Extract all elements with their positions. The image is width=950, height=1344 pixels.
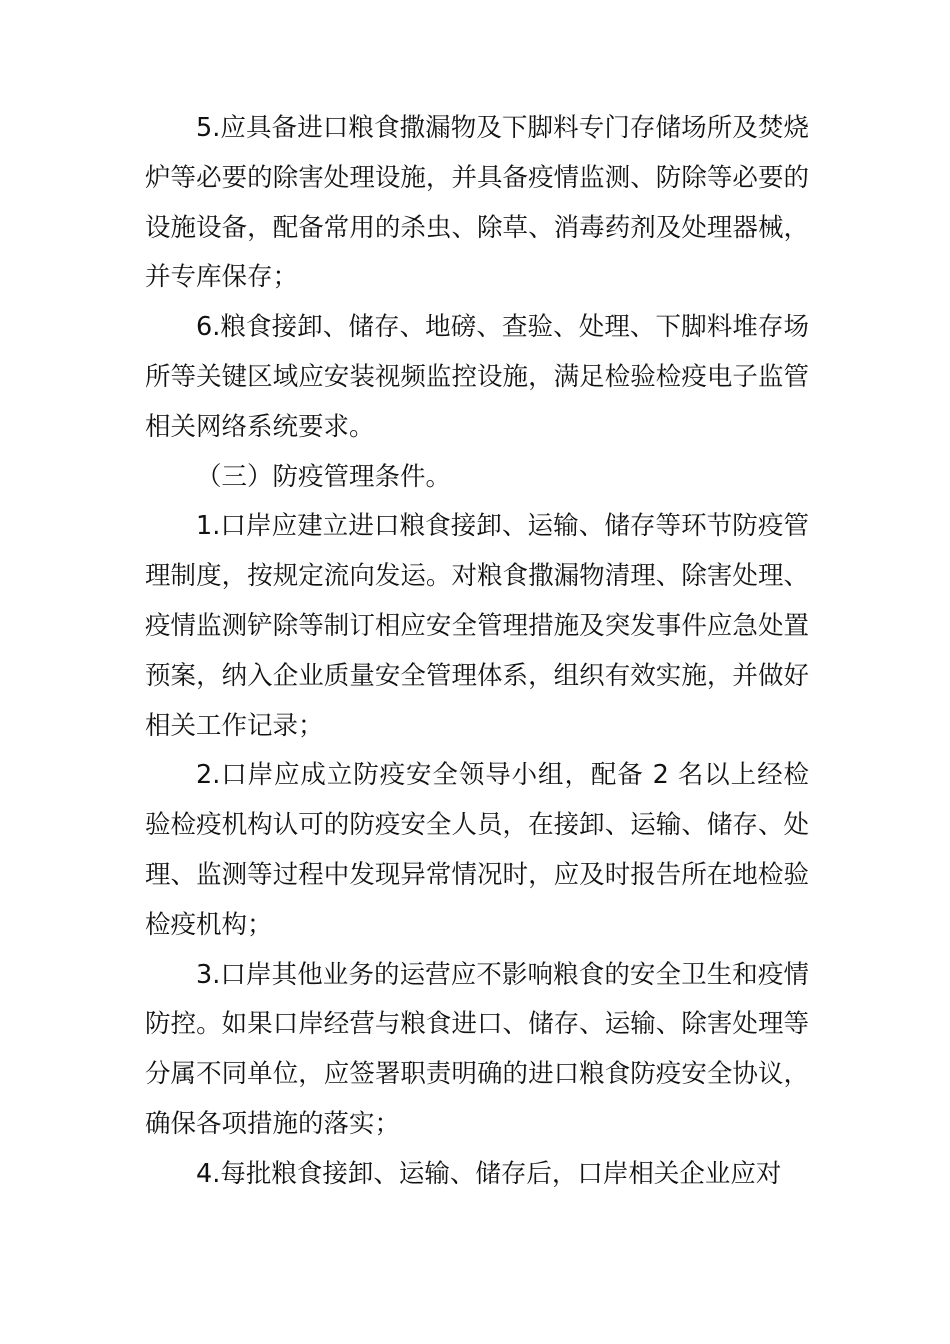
paragraph-item-3-other-business: 3.口岸其他业务的运营应不影响粮食的安全卫生和疫情防控。如果口岸经营与粮食进口、储存、运输、除害处理等分属不同单位，应签署职责明确的进口粮食防疫安全协议，确保各项措施的落实； [145,959,809,1139]
paragraph-item-5-facilities: 5.应具备进口粮食撒漏物及下脚料专门存储场所及焚烧炉等必要的除害处理设施，并具备疫情监测、防除等必要的设施设备，配备常用的杀虫、除草、消毒药剂及处理器械，并专库保存； [145,113,809,293]
document-body [145,104,809,1200]
paragraph-item-1-management-system: 1.口岸应建立进口粮食接卸、运输、储存等环节防疫管理制度，按规定流向发运。对粮食撒漏物清理、除害处理、疫情监测铲除等制订相应安全管理措施及突发事件应急处置预案，纳入企业质量安全管理体系，组织有效实施，并做好相关工作记录； [145,511,809,741]
paragraph-item-2-safety-team: 2.口岸应成立防疫安全领导小组，配备 2 名以上经检验检疫机构认可的防疫安全人员，在接卸、运输、储存、处理、监测等过程中发现异常情况时，应及时报告所在地检验检疫机构； [145,760,809,940]
section-heading-quarantine-management: （三）防疫管理条件。 [196,461,452,492]
paragraph-item-6-video-monitoring: 6.粮食接卸、储存、地磅、查验、处理、下脚料堆存场所等关键区域应安装视频监控设施，满足检验检疫电子监管相关网络系统要求。 [145,312,809,442]
paragraph-item-4-after-unloading: 4.每批粮食接卸、运输、储存后，口岸相关企业应对 [196,1158,782,1189]
